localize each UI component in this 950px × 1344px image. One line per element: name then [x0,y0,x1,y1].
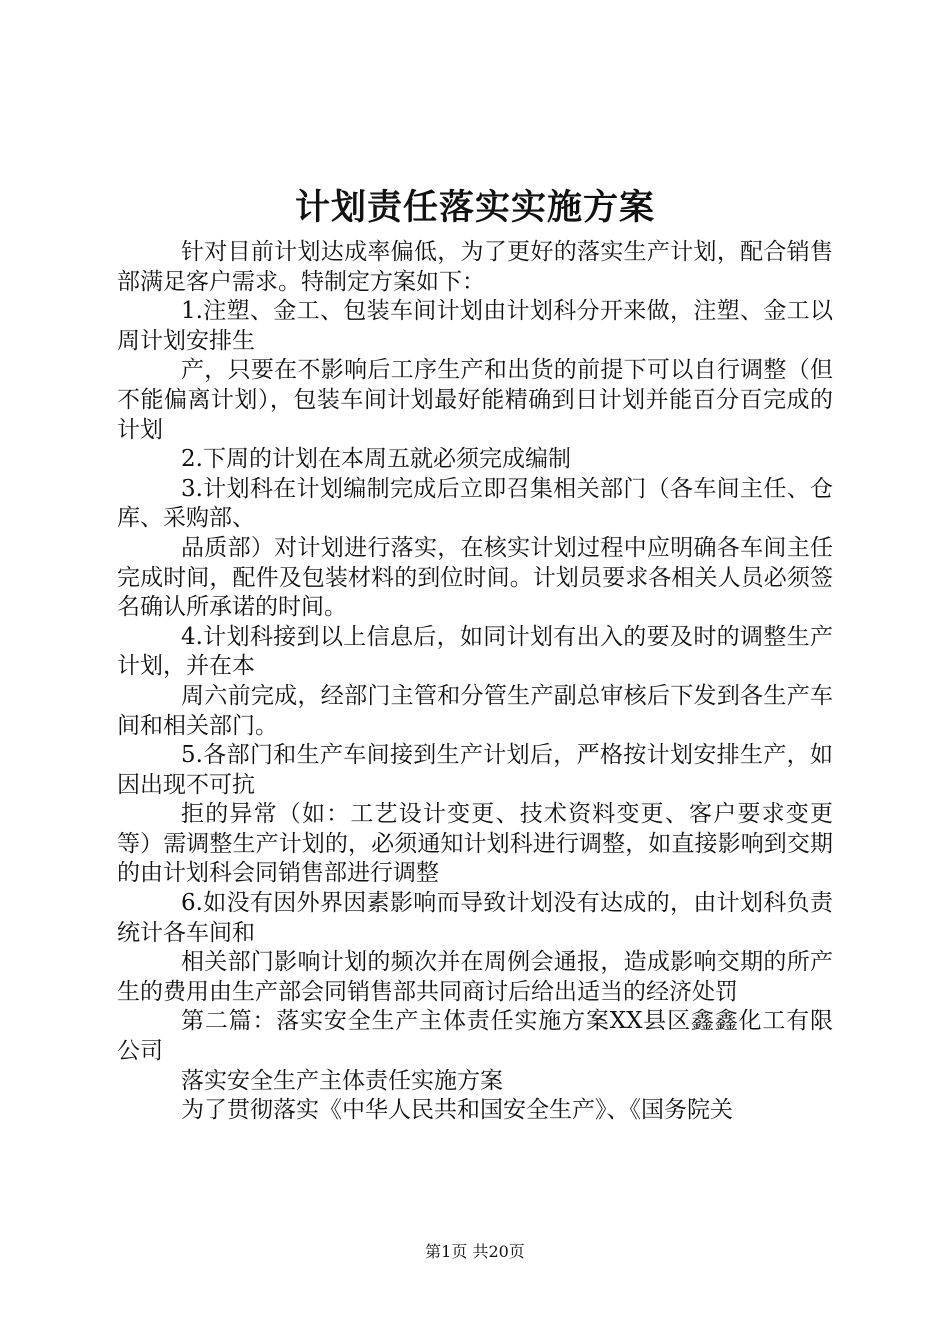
paragraph-item-4-cont: 周六前完成，经部门主管和分管生产副总审核后下发到各生产车间和相关部门。 [117,682,833,739]
paragraph-item-2: 2.下周的计划在本周五就必须完成编制 [181,446,571,473]
paragraph-item-5-cont: 拒的异常（如：工艺设计变更、技术资料变更、客户要求变更等）需调整生产计划的，必须通知计划科进行调整，如直接影响到交期的由计划科会同销售部进行调整 [117,801,833,887]
paragraph-item-6-cont: 相关部门影响计划的频次并在周例会通报，造成影响交期的所产生的费用由生产部会同销售部共同商讨后给出适当的经济处罚 [117,949,833,1005]
document-title: 计划责任落实实施方案 [294,187,655,228]
paragraph-intro: 针对目前计划达成率偏低，为了更好的落实生产计划，配合销售部满足客户需求。特制定方案如下： [117,239,833,295]
paragraph-item-1: 1.注塑、金工、包装车间计划由计划科分开来做，注塑、金工以周计划安排生 [117,298,833,354]
document-body [117,238,833,1126]
paragraph-part-two-heading: 第二篇：落实安全生产主体责任实施方案XX县区鑫鑫化工有限公司 [117,1008,833,1065]
paragraph-item-6: 6.如没有因外界因素影响而导致计划没有达成的，由计划科负责统计各车间和 [117,890,833,946]
paragraph-item-4: 4.计划科接到以上信息后，如同计划有出入的要及时的调整生产计划，并在本 [117,623,833,680]
paragraph-item-1-cont: 产，只要在不影响后工序生产和出货的前提下可以自行调整（但不能偏离计划），包装车间计划最好能精确到日计划并能百分百完成的计划 [117,357,833,443]
paragraph-item-5: 5.各部门和生产车间接到生产计划后，严格按计划安排生产，如因出现不可抗 [117,742,833,798]
paragraph-part-two-intro: 为了贯彻落实《中华人民共和国安全生产》、《国务院关 [181,1097,733,1124]
page-footer: 第1页 共20页 [425,1242,525,1261]
paragraph-item-3: 3.计划科在计划编制完成后立即召集相关部门（各车间主任、仓库、采购部、 [117,475,833,532]
paragraph-item-3-cont: 品质部）对计划进行落实，在核实计划过程中应明确各车间主任完成时间，配件及包装材料的到位时间。计划员要求各相关人员必须签名确认所承诺的时间。 [117,534,833,621]
paragraph-part-two-subtitle: 落实安全生产主体责任实施方案 [181,1067,503,1094]
